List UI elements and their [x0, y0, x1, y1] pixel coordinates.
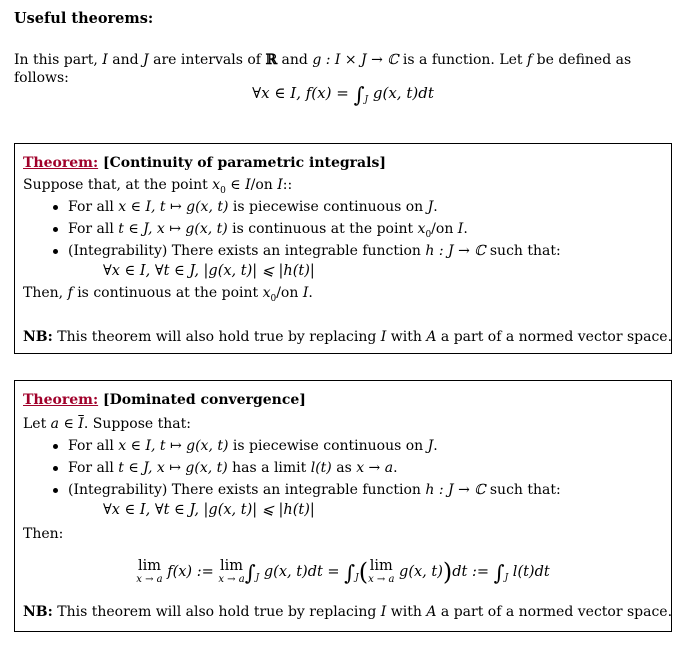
conclusion-line: Then, f is continuous at the point $x_0/on$ I. — [23, 285, 313, 304]
bullet-icon — [53, 488, 58, 493]
bullet-icon — [53, 466, 58, 471]
domination-condition: ∀x ∈ I, ∀t ∈ J, |g(x, t)| ⩽ |h(t)| — [103, 502, 315, 518]
section-heading: Useful theorems: — [14, 10, 154, 27]
let-line: Let a ∈ $\overline{I}$. Suppose that: — [23, 416, 191, 432]
list-item: For all x ∈ I, t ↦ g(x, t) is piecewise continuous on J. — [53, 198, 438, 216]
suppose-line: Suppose that, at the point $x_0$ ∈ I/on I:: — [23, 177, 293, 196]
bullet-icon — [53, 444, 58, 449]
list-item: (Integrability) There exists an integrable function h : J → ℂ such that: — [53, 242, 561, 260]
list-item: For all t ∈ J, x ↦ g(x, t) is continuous at the point $x_0/on$ I. — [53, 220, 468, 241]
intro-paragraph: In this part, I and J are intervals of ℝ and g : I × J → ℂ is a function. Let f be defined as follows: — [14, 52, 632, 87]
theorem-title: Theorem: [Continuity of parametric integrals] — [23, 155, 386, 171]
theorem-dominated-convergence-box — [14, 380, 672, 632]
definition-formula: ∀x ∈ I, $f(x) = \int_J$ g(x, t)dt — [252, 83, 434, 107]
domination-condition: ∀x ∈ I, ∀t ∈ J, |g(x, t)| ⩽ |h(t)| — [103, 263, 315, 279]
theorem-title: Theorem: [Dominated convergence] — [23, 392, 306, 408]
bullet-icon — [53, 227, 58, 232]
list-item: (Integrability) There exists an integrable function h : J → ℂ such that: — [53, 481, 561, 499]
theorem-continuity-box — [14, 143, 672, 354]
then-label: Then: — [23, 526, 64, 542]
nb-note: NB: This theorem will also hold true by replacing I with A a part of a normed vector space. — [23, 329, 673, 345]
bullet-icon — [53, 205, 58, 210]
nb-note: NB: This theorem will also hold true by replacing I with A a part of a normed vector space. — [23, 604, 673, 620]
limit-interchange-formula: lim x → a f(x) := lim x → a $\int_J$ g(x, $t)dt = \int_J$( lim x → a g(x, t))dt := $\int_J$ l(t)dt — [136, 557, 550, 586]
theorem-label: Theorem: — [23, 155, 99, 171]
list-item: For all t ∈ J, x ↦ g(x, t) has a limit l(t) as x → a. — [53, 459, 398, 477]
theorem-label: Theorem: — [23, 392, 99, 408]
bullet-icon — [53, 249, 58, 254]
list-item: For all x ∈ I, t ↦ g(x, t) is piecewise continuous on J. — [53, 437, 438, 455]
